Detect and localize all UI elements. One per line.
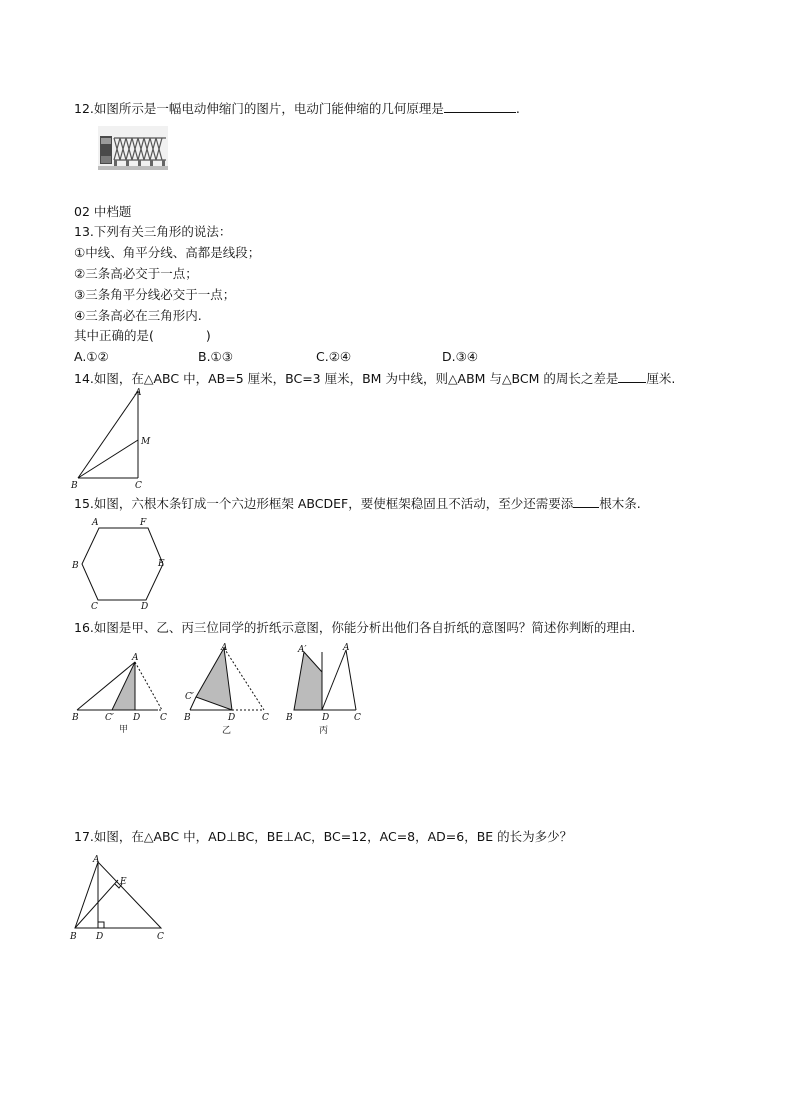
q16-bing-label-a-prime: A′ <box>298 645 307 655</box>
q12-end: . <box>515 101 520 116</box>
q14-label-m: M <box>141 437 151 447</box>
q12-question <box>74 100 520 117</box>
q16-jia-label-c-prime: C′ <box>105 713 114 723</box>
q16-figure-bing <box>282 642 382 740</box>
q14-label-c: C <box>135 481 142 491</box>
q16-yi-label-c: C <box>262 713 269 723</box>
q15-label-f: F <box>140 518 147 528</box>
q16-yi-label-a: A <box>221 643 228 653</box>
q14-text-before: 14.如图，在△ABC 中，AB=5 厘米，BC=3 厘米，BM 为中线，则△ABM 与△BCM 的周长之差是 <box>74 371 619 386</box>
q15-label-a: A <box>92 518 99 528</box>
q17-question: 17.如图，在△ABC 中，AD⊥BC，BE⊥AC，BC=12，AC=8，AD=6，BE 的长为多少？ <box>74 829 573 844</box>
q16-jia-label-a: A <box>132 653 139 663</box>
q14-question <box>74 370 675 387</box>
q13-options <box>74 349 674 365</box>
q16-bing-label-a: A <box>343 643 350 653</box>
q15-question <box>74 495 641 512</box>
q13-ask-before: 其中正确的是( <box>74 328 154 343</box>
q16-jia-label-c: C <box>160 713 167 723</box>
q16-yi-label-b: B <box>184 713 191 723</box>
q13-ask-after: ) <box>205 328 211 343</box>
q12-text: 12.如图所示是一幅电动伸缩门的图片，电动门能伸缩的几何原理是 <box>74 101 444 116</box>
q15-label-e: E <box>158 559 165 569</box>
q16-figure-yi <box>182 642 282 740</box>
q16-bing-label-b: B <box>286 713 293 723</box>
q17-label-c: C <box>157 932 164 942</box>
q15-answer-blank[interactable] <box>573 495 599 508</box>
q16-yi-label-c-prime: C′ <box>185 692 194 702</box>
q15-hexagon-figure <box>68 514 178 614</box>
q16-jia-label-b: B <box>72 713 79 723</box>
q13-item: ①中线、角平分线、高都是线段； <box>74 245 261 260</box>
q13-option-a[interactable]: A.①② <box>74 349 109 364</box>
electric-gate-photo <box>98 126 168 170</box>
q17-label-a: A <box>93 855 100 865</box>
q16-caption-bing: 丙 <box>319 726 329 736</box>
q16-bing-label-c: C <box>354 713 361 723</box>
q16-caption-yi: 乙 <box>222 726 232 736</box>
q15-text-before: 15.如图，六根木条钉成一个六边形框架 ABCDEF，要使框架稳固且不活动，至少还需要添 <box>74 496 574 511</box>
q13-item: ④三条高必在三角形内. <box>74 308 202 323</box>
q16-bing-label-d: D <box>322 713 330 723</box>
q15-label-b: B <box>72 561 79 571</box>
q14-text-after: 厘米. <box>646 371 676 386</box>
q14-triangle-figure <box>70 386 160 492</box>
q16-jia-label-d: D <box>133 713 141 723</box>
section-title: 02 中档题 <box>74 204 132 219</box>
q16-figure-jia <box>70 652 180 740</box>
q16-yi-label-d: D <box>228 713 236 723</box>
q13-item: ②三条高必交于一点； <box>74 266 198 281</box>
q13-option-b[interactable]: B.①③ <box>198 349 233 364</box>
q17-triangle-figure <box>68 846 172 946</box>
q16-caption-jia: 甲 <box>119 725 129 735</box>
q17-label-b: B <box>70 932 77 942</box>
q13-ask <box>74 328 211 344</box>
q13-item: ③三条角平分线必交于一点； <box>74 287 236 302</box>
q15-label-c: C <box>91 602 98 612</box>
q17-label-e: E <box>120 877 127 887</box>
q15-label-d: D <box>141 602 149 612</box>
q13-stem: 13.下列有关三角形的说法： <box>74 224 232 239</box>
q13-option-d[interactable]: D.③④ <box>442 349 479 364</box>
q14-answer-blank[interactable] <box>618 370 646 383</box>
q17-label-d: D <box>96 932 104 942</box>
q16-question: 16.如图是甲、乙、丙三位同学的折纸示意图，你能分析出他们各自折纸的意图吗？简述你判断的理由. <box>74 620 636 635</box>
q12-answer-blank[interactable] <box>444 100 516 113</box>
q15-text-after: 根木条. <box>599 496 641 511</box>
q14-label-b: B <box>71 481 78 491</box>
q14-label-a: A <box>135 388 142 398</box>
q13-option-c[interactable]: C.②④ <box>316 349 352 364</box>
